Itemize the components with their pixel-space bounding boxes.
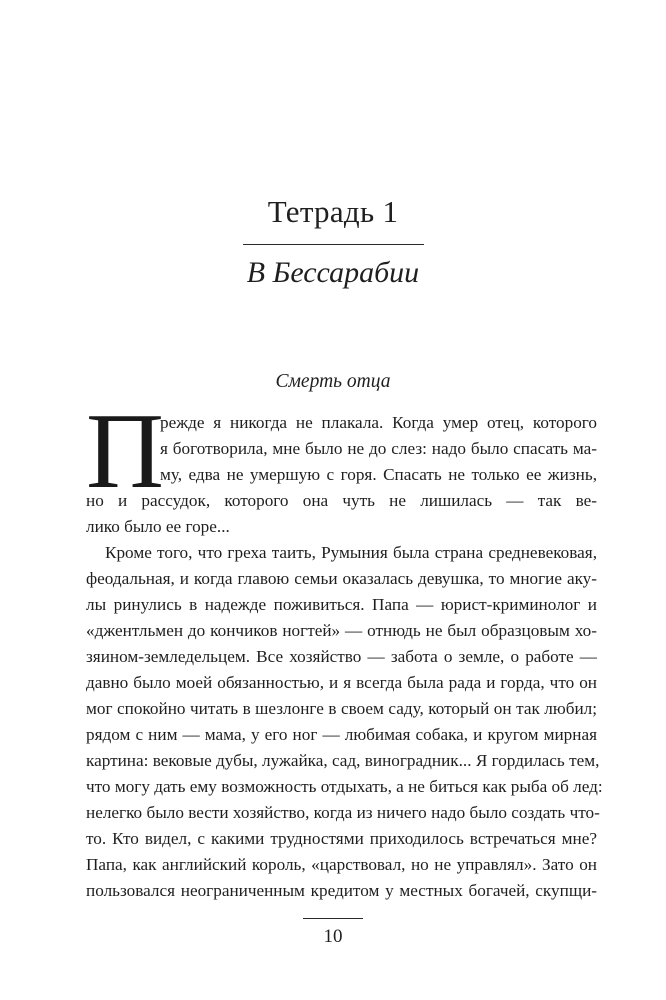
text-line: му, едва не умершую с горя. Спасать не только ее жизнь, (160, 465, 597, 484)
text-line: нелегко было вести хозяйство, когда из ничего надо было создать что- (86, 803, 600, 822)
chapter-divider (243, 244, 424, 245)
text-line: но и рассудок, которого она чуть не лишилась — так ве- (86, 491, 597, 510)
text-line: рядом с ним — мама, у его ног — любимая собака, и кругом мирная (86, 725, 597, 744)
text-line: зяином-земледельцем. Все хозяйство — забота о земле, о работе — (86, 647, 597, 666)
chapter-number: Тетрадь 1 (267, 194, 399, 229)
section-title: Смерть отца (275, 371, 391, 392)
chapter-title: В Бессарабии (246, 256, 420, 289)
text-line: пользовался неограниченным кредитом у местных богачей, скупщи- (86, 881, 597, 900)
text-line: лико было ее горе... (86, 517, 230, 536)
drop-cap: П (86, 392, 164, 511)
text-line: картина: вековые дубы, лужайка, сад, виноградник... Я гордилась тем, (86, 751, 600, 770)
text-line: то. Кто видел, с какими трудностями приходилось встречаться мне? (86, 829, 597, 848)
text-line: лы ринулись в надежде поживиться. Папа — юрист-криминолог и (86, 595, 597, 614)
text-line: что могу дать ему возможность отдыхать, а не биться как рыба об лед: (86, 777, 603, 796)
text-line: я боготворила, мне было не до слез: надо было спасать ма- (160, 439, 597, 458)
text-line: давно было моей обязанностью, и я всегда была рада и горда, что он (86, 673, 597, 692)
text-line: Папа, как английский король, «царствовал, но не управлял». Зато он (86, 855, 597, 874)
text-line: феодальная, и когда главою семьи оказалась девушка, то многие аку- (86, 569, 597, 588)
text-line: Кроме того, что греха таить, Румыния была страна средневековая, (105, 543, 597, 562)
page-number: 10 (323, 926, 343, 947)
text-line: мог спокойно читать в шезлонге в своем саду, который он так любил; (86, 699, 597, 718)
footer-divider (303, 918, 363, 919)
text-line: режде я никогда не плакала. Когда умер отец, которого (160, 413, 597, 432)
text-line: «джентльмен до кончиков ногтей» — отнюдь не был образцовым хо- (86, 621, 597, 640)
